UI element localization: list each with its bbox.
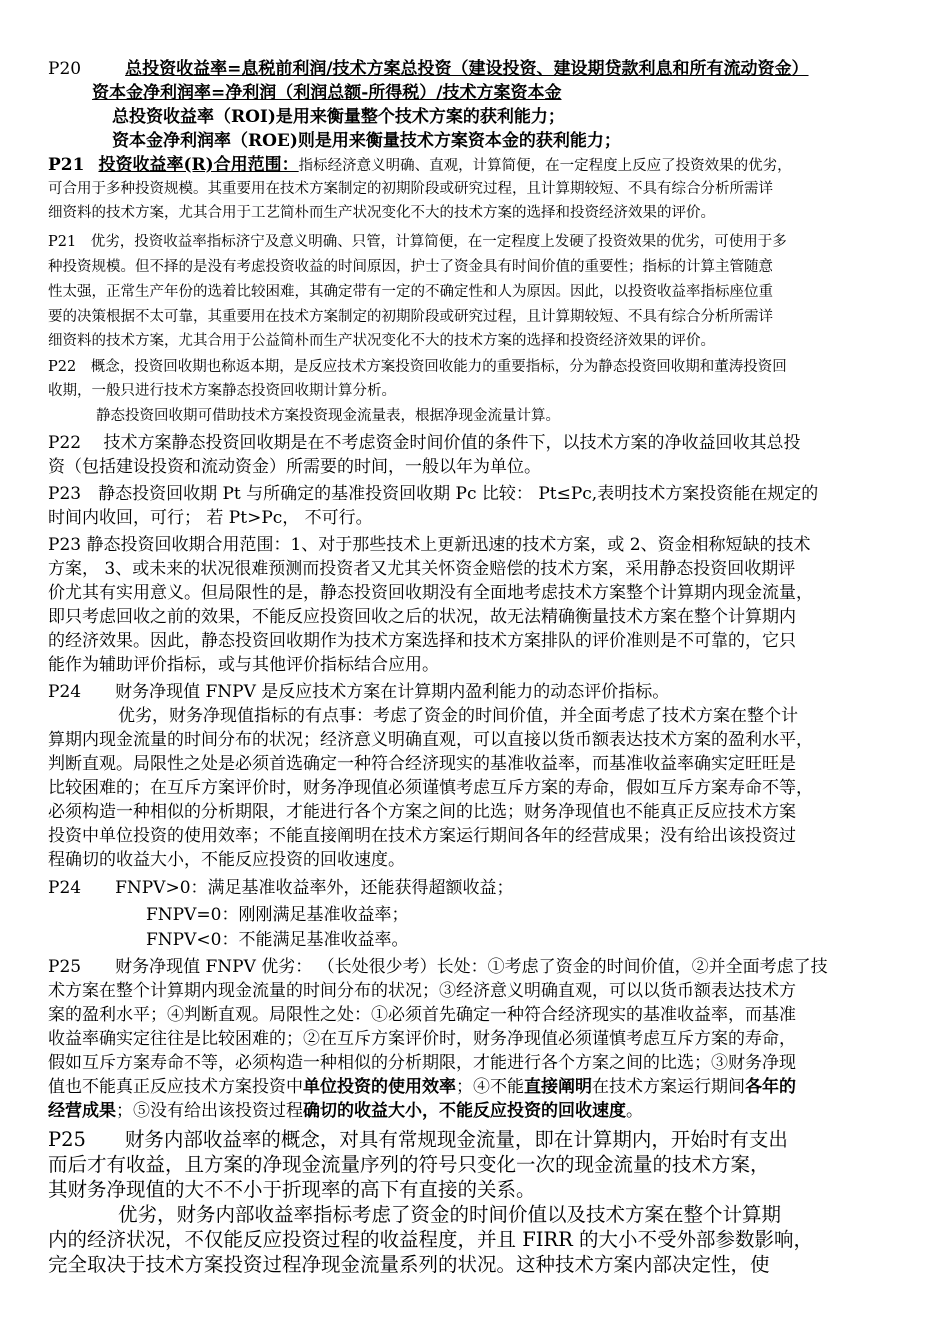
bold-run: 单位投资的使用效率 [303,1077,456,1097]
p24-criteria-line-3: FNPV<0：不能满足基准收益率。 [146,930,409,950]
p23-compare-line-2: 时间内收回，可行； 若 Pt>Pc， 不可行。 [48,508,373,528]
p21-pros-line-2: 种投资规模。但不择的是没有考虑投资收益的时间原因，护士了资金具有时间价值的重要性；指标的计算主管随意 [48,259,773,275]
p21-scope-line-1 [48,154,792,177]
p24-fnpv-line-5: 比较困难的；在互斥方案评价时，财务净现值必须谨慎考虑互斥方案的寿命，假如互斥方案寿命不等， [48,778,813,798]
roe-formula: 资本金净利润率=净利润（利润总额-所得税）/技术方案资本金 [92,83,562,103]
text-run: ；④不能 [456,1077,524,1097]
p25-fnpv-line-7 [48,1100,643,1122]
p21-pros-line-3: 性太强，正常生产年份的选着比较困难，其确定带有一定的不确定性和人为原因。因此，以投资收益率指标座位重 [48,284,773,300]
p22-concept-line-1: P22 概念，投资回收期也称返本期，是反应技术方案投资回收能力的重要指标，分为静态投资回收期和董涛投资回 [48,359,787,375]
p25-fnpv-line-5: 假如互斥方案寿命不等，必须构造一种相似的分析期限，才能进行各个方案之间的比选；③财务净现 [48,1053,796,1073]
p25-fnpv-line-4: 收益率确实定往往是比较困难的；②在互斥方案评价时，财务净现值必须谨慎考虑互斥方案的寿命， [48,1029,796,1049]
p21-scope-text: 指标经济意义明确、直观，计算简便，在一定程度上反应了投资效果的优劣， [298,158,792,174]
text-run: 。 [626,1101,643,1121]
bold-run: 经营成果 [48,1101,116,1121]
p24-fnpv-line-4: 判断直观。局限性之处是必须首选确定一种符合经济现实的基准收益率，而基准收益率确实定旺旺是 [48,754,796,774]
p21-pros-line-5: 细资料的技术方案，尤其合用于公益简朴而生产状况变化不大的技术方案的选择和投资经济效果的评价。 [48,333,715,349]
text-run: ；⑤没有给出该投资过程 [116,1101,303,1121]
p25-firr-line-5: 内的经济状况，不仅能反应投资过程的收益程度，并且 FIRR 的大小不受外部参数影响， [48,1228,813,1251]
p21-scope-line-3: 细资料的技术方案，尤其合用于工艺简朴而生产状况变化不大的技术方案的选择和投资经济效果的评价。 [48,205,715,221]
p23-scope-line-3: 价尤其有实用意义。但局限性的是，静态投资回收期没有全面地考虑技术方案整个计算期内现金流量， [48,583,813,603]
p20-roe-definition: 资本金净利润率（ROE)则是用来衡量技术方案资本金的获利能力； [112,131,621,151]
p22-payback-line-1: P22 技术方案静态投资回收期是在不考虑资金时间价值的条件下，以技术方案的净收益回收其总投 [48,433,801,453]
text-run: 在技术方案运行期间 [592,1077,745,1097]
p24-fnpv-line-1: P24 财务净现值 FNPV 是反应技术方案在计算期内盈利能力的动态评价指标。 [48,682,670,702]
p25-fnpv-line-6 [48,1076,796,1098]
p23-scope-line-5: 的经济效果。因此，静态投资回收期作为技术方案选择和技术方案排队的评价准则是不可靠的，它只 [48,631,796,651]
p23-compare-line-1: P23 静态投资回收期 Pt 与所确定的基准投资回收期 Pc 比较： Pt≤Pc,表明技术方案投资能在规定的 [48,484,819,504]
p25-fnpv-line-1: P25 财务净现值 FNPV 优劣： （长处很少考）长处：①考虑了资金的时间价值，②并全面考虑了技 [48,957,828,977]
p21-scope-title: 投资收益率(R)合用范围： [98,155,299,175]
p25-firr-line-4: 优劣，财务内部收益率指标考虑了资金的时间价值以及技术方案在整个计算期 [118,1203,782,1226]
p24-fnpv-line-7: 投资中单位投资的使用效率；不能直接阐明在技术方案运行期间各年的经营成果；没有给出该投资过 [48,826,796,846]
p21-scope-line-2: 可合用于多种投资规模。其重要用在技术方案制定的初期阶段或研究过程，且计算期较短、不具有综合分析所需详 [48,181,773,197]
p23-scope-line-4: 即只考虑回收之前的效果，不能反应投资回收之后的状况，故无法精确衡量技术方案在整个计算期内 [48,607,796,627]
bold-run: 各年的 [745,1077,796,1097]
p25-fnpv-line-2: 术方案在整个计算期内现金流量的时间分布的状况；③经济意义明确直观，可以以货币额表达技术方 [48,981,796,1001]
p20-formula-roe [92,82,562,104]
p21-pros-line-4: 要的决策根据不太可靠，其重要用在技术方案制定的初期阶段或研究过程，且计算期较短、不具有综合分析所需详 [48,309,773,325]
p24-fnpv-line-8: 程确切的收益大小，不能反应投资的回收速度。 [48,850,405,870]
p20-formula-roi [48,58,809,80]
p24-fnpv-line-2: 优劣，财务净现值指标的有点事：考虑了资金的时间价值，并全面考虑了技术方案在整个计 [118,706,798,726]
p22-concept-line-3: 静态投资回收期可借助技术方案投资现金流量表，根据净现金流量计算。 [96,408,560,424]
p24-criteria-line-1: P24 FNPV>0：满足基准收益率外，还能获得超额收益； [48,878,514,898]
bold-run: 确切的收益大小，不能反应投资的回收速度 [303,1101,626,1121]
p21-pros-line-1: P21 优劣，投资收益率指标济宁及意义明确、只管，计算简便，在一定程度上发硬了投资效果的优劣，可使用于多 [48,234,787,250]
page-ref: P21 [48,155,85,175]
text-run: 值也不能真正反应技术方案投资中 [48,1077,303,1097]
p25-firr-line-6: 完全取决于技术方案投资过程净现金流量系列的状况。这种技术方案内部决定性，使 [48,1253,770,1276]
p20-roi-definition: 总投资收益率（ROI)是用来衡量整个技术方案的获利能力； [112,107,565,127]
bold-run: 直接阐明 [524,1077,592,1097]
p25-firr-line-3: 其财务净现值的大不不小于折现率的高下有直接的关系。 [48,1178,536,1201]
p23-scope-line-2: 方案， 3、或未来的状况很难预测而投资者又尤其关怀资金赔偿的技术方案，采用静态投资回收期评 [48,559,796,579]
p23-scope-line-6: 能作为辅助评价指标，或与其他评价指标结合应用。 [48,655,439,675]
roi-formula: 总投资收益率=息税前利润/技术方案总投资（建设投资、建设期贷款利息和所有流动资金） [125,59,809,79]
p22-concept-line-2: 收期，一般只进行技术方案静态投资回收期计算分析。 [48,383,396,399]
page-ref: P20 [48,59,82,79]
p24-criteria-line-2: FNPV=0：刚刚满足基准收益率； [146,905,409,925]
p23-scope-line-1: P23 静态投资回收期合用范围：1、对于那些技术上更新迅速的技术方案，或 2、资金相称短缺的技术 [48,535,811,555]
p25-fnpv-line-3: 案的盈利水平；④判断直观。局限性之处：①必须首先确定一种符合经济现实的基准收益率，而基准 [48,1005,796,1025]
p22-payback-line-2: 资（包括建设投资和流动资金）所需要的时间，一般以年为单位。 [48,457,541,477]
p25-firr-line-1: P25 财务内部收益率的概念，对具有常规现金流量，即在计算期内，开始时有支出 [48,1128,788,1151]
p25-firr-line-2: 而后才有收益，且方案的净现金流量序列的符号只变化一次的现金流量的技术方案， [48,1153,770,1176]
p24-fnpv-line-6: 必须构造一种相似的分析期限，才能进行各个方案之间的比选；财务净现值也不能真正反应技术方案 [48,802,796,822]
p24-fnpv-line-3: 算期内现金流量的时间分布的状况；经济意义明确直观，可以直接以货币额表达技术方案的盈利水平， [48,730,813,750]
